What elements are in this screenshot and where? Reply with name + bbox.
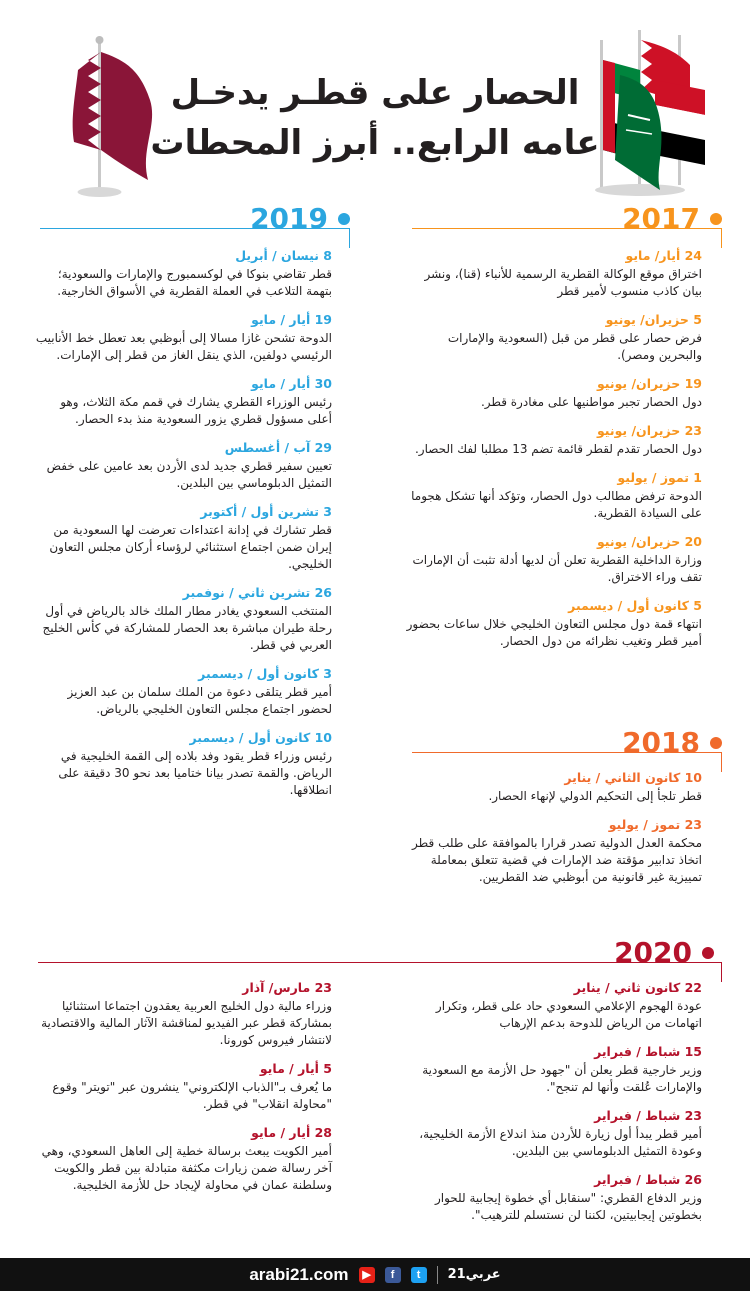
facebook-icon[interactable]: f: [385, 1267, 401, 1283]
event-text: قطر تشارك في إدانة اعتداءات تعرضت لها السعودية من إيران ضمن اجتماع استثنائي لرؤساء أركان مجلس التعاون الخليجي.: [49, 523, 332, 571]
year-label-2019: 2019: [250, 202, 328, 235]
list-item: [402, 815, 702, 886]
header: [0, 0, 750, 200]
event-date: 29 آب / أغسطس: [224, 440, 332, 455]
event-date: 20 حزيران/ يونيو: [596, 534, 702, 549]
event-date: 10 كانون أول / ديسمبر: [189, 730, 332, 745]
timeline-2020-right: [402, 978, 702, 1234]
event-text: اختراق موقع الوكالة القطرية الرسمية للأنباء (قنا)، ونشر بيان كاذب منسوب لأمير قطر: [424, 267, 702, 298]
event-date: 24 أيار/ مايو: [625, 248, 702, 263]
list-item: [32, 310, 332, 364]
list-item: [32, 438, 332, 492]
event-text: أمير الكويت يبعث برسالة خطية إلى العاهل السعودي، وهي آخر رسالة ضمن زيارات مكثفة متبادلة بين قطر والكويت وسلطنة عمان في محاولة لإيجاد حل للأزمة الخليجية.: [41, 1144, 332, 1192]
event-text: المنتخب السعودي يغادر مطار الملك خالد بالرياض في أول رحلة طيران مباشرة بعد الحصار للمشاركة في كأس الخليج العربي في قطر.: [42, 604, 332, 652]
list-item: [402, 246, 702, 300]
event-text: الدوحة تشحن غازا مسالا إلى أبوظبي بعد تعطل خط الأنابيب الرئيسي دولفين، الذي ينقل الغاز من قطر إلى الإمارات.: [35, 331, 332, 362]
event-date: 5 كانون أول / ديسمبر: [568, 598, 702, 613]
timeline-2020-left: [32, 978, 332, 1204]
event-text: الدوحة ترفض مطالب دول الحصار، وتؤكد أنها تشكل هجوما على السيادة القطرية.: [411, 489, 702, 520]
event-date: 15 شباط / فبراير: [594, 1044, 702, 1059]
blockade-countries-flags-icon: [560, 20, 710, 200]
list-item: [402, 310, 702, 364]
event-text: رئيس وزراء قطر يقود وفد بلاده إلى القمة الخليجية في الرياض. والقمة تصدر بيانا ختاميا بعد نحو 30 دقيقة على انطلاقها.: [58, 749, 332, 797]
title-line-1: الحصار على قطـر يدخـل: [170, 73, 580, 113]
event-date: 22 كانون ثاني / يناير: [573, 980, 702, 995]
event-date: 26 تشرين ثاني / نوفمبر: [182, 585, 332, 600]
event-text: تعيين سفير قطري جديد لدى الأردن بعد عامين على خفض التمثيل الدبلوماسي بين البلدين.: [46, 459, 332, 490]
list-item: [402, 1106, 702, 1160]
event-date: 19 أيار / مايو: [251, 312, 332, 327]
event-text: وزارة الداخلية القطرية تعلن أن لديها أدلة تثبت أن الإمارات تقف وراء الاختراق.: [412, 553, 702, 584]
event-date: 23 حزيران/ يونيو: [596, 423, 702, 438]
event-date: 10 كانون الثاني / يناير: [564, 770, 702, 785]
footer-bar: [0, 1258, 750, 1291]
list-item: [402, 532, 702, 586]
timeline-2018: [402, 768, 702, 896]
list-item: [32, 664, 332, 718]
event-text: رئيس الوزراء القطري يشارك في قمم مكة الثلاث، وهو أعلى مسؤول قطري يزور السعودية منذ بدء الحصار.: [60, 395, 332, 426]
event-date: 5 أيار / مايو: [259, 1061, 332, 1076]
list-item: [32, 1123, 332, 1194]
event-text: قطر تلجأ إلى التحكيم الدولي لإنهاء الحصار.: [488, 789, 702, 803]
event-text: فرض حصار على قطر من قبل (السعودية والإمارات والبحرين ومصر).: [447, 331, 702, 362]
page-title: [150, 68, 600, 168]
list-item: [32, 246, 332, 300]
title-line-2: عامه الرابع.. أبرز المحطات: [150, 123, 600, 163]
event-text: وزير الدفاع القطري: "سنقابل أي خطوة إيجابية للحوار بخطوتين إيجابيتين، لكننا لن نستسلم للترهيب".: [434, 1191, 702, 1222]
list-item: [402, 468, 702, 522]
event-text: عودة الهجوم الإعلامي السعودي حاد على قطر، وتكرار اتهامات من الرياض للدوحة بدعم الإرهاب: [435, 999, 702, 1030]
site-url-link[interactable]: arabi21.com: [249, 1264, 349, 1284]
year-label-2018: 2018: [622, 726, 700, 759]
twitter-icon[interactable]: t: [411, 1267, 427, 1283]
list-item: [402, 1042, 702, 1096]
event-date: 3 تشرين أول / أكتوبر: [200, 504, 332, 519]
list-item: [402, 978, 702, 1032]
event-date: 3 كانون أول / ديسمبر: [198, 666, 332, 681]
year-label-2017: 2017: [622, 202, 700, 235]
list-item: [32, 728, 332, 799]
list-item: [402, 374, 702, 411]
event-date: 23 تموز / يوليو: [608, 817, 702, 832]
event-text: دول الحصار تجبر مواطنيها على مغادرة قطر.: [480, 395, 702, 409]
event-text: وزراء مالية دول الخليج العربية يعقدون اجتماعا استثنائيا بمشاركة قطر عبر الفيديو لمناقشة الآثار المالية والاقتصادية لانتشار فيروس كورونا.: [41, 999, 332, 1047]
bracket-2017: [412, 228, 722, 248]
event-text: محكمة العدل الدولية تصدر قرارا بالموافقة على طلب قطر اتخاذ تدابير مؤقتة ضد الإمارات في قضية تتعلق بمعاملة تمييزية غير قانونية من أبوظبي ضد القطريين.: [412, 836, 702, 884]
event-date: 28 أيار / مايو: [251, 1125, 332, 1140]
brand-logo: عربي21: [447, 1267, 501, 1282]
list-item: [402, 768, 702, 805]
bracket-2019: [40, 228, 350, 248]
event-text: أمير قطر يبدأ أول زيارة للأردن منذ اندلاع الأزمة الخليجية، وعودة التمثيل الدبلوماسي بين البلدين.: [419, 1127, 702, 1158]
list-item: [32, 978, 332, 1049]
event-date: 23 مارس/ آذار: [242, 980, 332, 995]
list-item: [402, 1170, 702, 1224]
event-text: قطر تقاضي بنوكا في لوكسمبورج والإمارات والسعودية؛ بتهمة التلاعب في العملة القطرية في الأسواق الخارجية.: [57, 267, 332, 298]
list-item: [402, 421, 702, 458]
event-text: دول الحصار تقدم لقطر قائمة تضم 13 مطلبا لفك الحصار.: [414, 442, 702, 456]
timeline-2019: [32, 246, 332, 809]
year-dot-2019: [338, 213, 350, 225]
event-text: ما يُعرف بـ"الذباب الإلكتروني" ينشرون عبر "تويتر" وقوع "محاولة انقلاب" في قطر.: [52, 1080, 332, 1111]
youtube-icon[interactable]: ▶: [359, 1267, 375, 1283]
list-item: [32, 583, 332, 654]
event-date: 30 أيار / مايو: [251, 376, 332, 391]
year-label-2020: 2020: [614, 936, 692, 969]
event-date: 23 شباط / فبراير: [594, 1108, 702, 1123]
list-item: [402, 596, 702, 650]
year-dot-2017: [710, 213, 722, 225]
year-dot-2020: [702, 947, 714, 959]
event-date: 1 تموز / يوليو: [617, 470, 702, 485]
event-date: 5 حزيران/ يونيو: [605, 312, 702, 327]
event-date: 8 نيسان / أبريل: [235, 248, 332, 263]
event-text: أمير قطر يتلقى دعوة من الملك سلمان بن عبد العزيز لحضور اجتماع مجلس التعاون الخليجي بالرياض.: [67, 685, 332, 716]
year-dot-2018: [710, 737, 722, 749]
timeline-2017: [402, 246, 702, 660]
event-date: 26 شباط / فبراير: [594, 1172, 702, 1187]
event-text: وزير خارجية قطر يعلن أن "جهود حل الأزمة مع السعودية والإمارات عُلقت وأنها لم تنجح".: [422, 1063, 702, 1094]
footer-divider: [437, 1266, 438, 1284]
event-text: انتهاء قمة دول مجلس التعاون الخليجي خلال ساعات بحضور أمير قطر وتغيب نظرائه من دول الحصار.: [406, 617, 702, 648]
event-date: 19 حزيران/ يونيو: [596, 376, 702, 391]
list-item: [32, 374, 332, 428]
list-item: [32, 502, 332, 573]
list-item: [32, 1059, 332, 1113]
